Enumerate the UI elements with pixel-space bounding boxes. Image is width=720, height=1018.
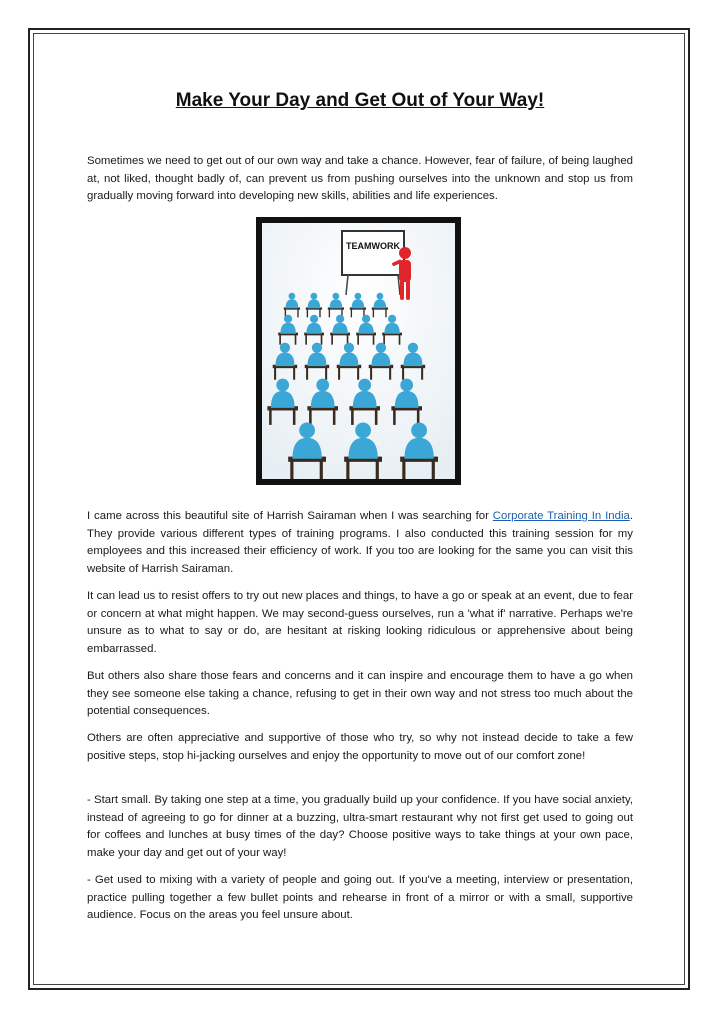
board-text: TEAMWORK [346,241,400,251]
page-title: Make Your Day and Get Out of Your Way! [175,90,545,111]
paragraph-resist: It can lead us to resist offers to try out new places and things, to have a go or speak at an event, due to fear or concern at what might happen. We may second-guess ourselves, run a 'what if' narrative. Perhaps we're unsure as to what to say or do, are hesitant at risking looking ridiculous or apprehensive about being embarrassed. [87,590,633,655]
teamwork-image [262,223,455,479]
paragraph-mixing: - Get used to mixing with a variety of people and going out. If you've a meeting, interview or presentation, practice pulling together a few bullet points and rehearse in front of a mirror or with a small, supportive audience. Focus on the areas you feel unsure about. [87,874,633,921]
title-block [87,90,633,112]
paragraph-start-small: - Start small. By taking one step at a time, you gradually build up your confidence. If you have social anxiety, instead of agreeing to go for dinner at a buzzing, ultra-smart restaurant why not first get used to going out for coffees and lunches at busy times of the day? Choose positive ways to take things at your own pace, make your day and get out of your way! [87,794,633,859]
paragraph-intro: Sometimes we need to get out of our own way and take a chance. However, fear of failure, of being laughed at, not liked, thought badly of, can prevent us from pushing ourselves into the unknown and stop us from gradually moving forward into developing new skills, abilities and life experiences. [87,155,633,202]
paragraph-site [87,508,633,578]
paragraph-appreciative: Others are often appreciative and supportive of those who try, so why not instead decide to take a few positive steps, stop hi-jacking ourselves and enjoy the opportunity to move out of our comfort zone! [87,732,633,762]
site-text-before: I came across this beautiful site of Harrish Sairaman when I was searching for [87,510,493,522]
corporate-training-link[interactable]: Corporate Training In India [492,510,630,522]
site-text-after: . They provide various different types of training programs. I also conducted this training session for my employees and this increased their efficiency of work. If you too are looking for the same you can visit this website of Harrish Sairaman. [87,510,633,575]
teamwork-illustration [256,217,461,485]
paragraph-others-share: But others also share those fears and concerns and it can inspire and encourage them to have a go when they see someone else taking a chance, refusing to get in their own way and not stress too much about the potential consequences. [87,670,633,717]
